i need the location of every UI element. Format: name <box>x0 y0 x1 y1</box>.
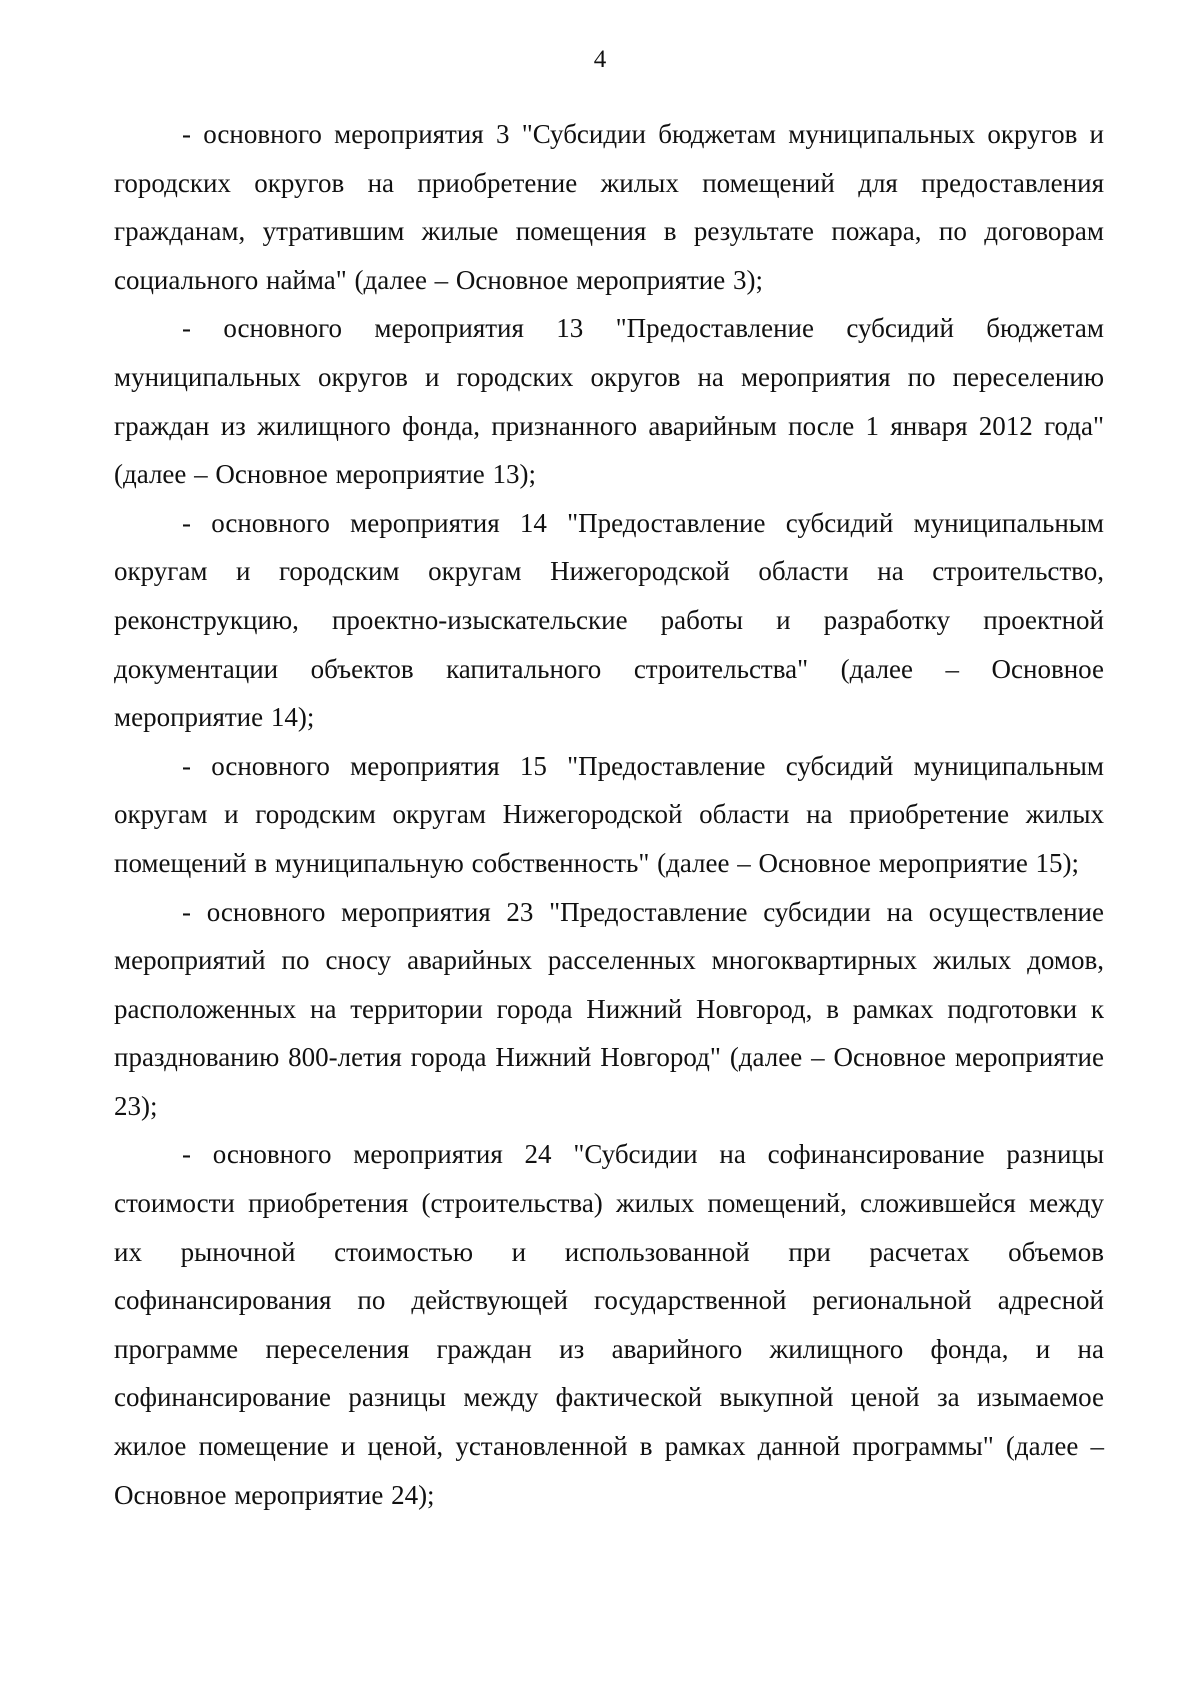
page-number: 4 <box>593 46 607 73</box>
paragraph-activity-14: - основного мероприятия 14 "Предоставление субсидий муниципальным округам и городским округам Нижегородской области на строительство, реконструкцию, проектно-изыскательские работы и разработку проектной документации объектов капитального строительства" (далее – Основное мероприятие 14); <box>114 507 1104 733</box>
paragraph-activity-3: - основного мероприятия 3 "Субсидии бюджетам муниципальных округов и городских округов на приобретение жилых помещений для предоставления гражданам, утратившим жилые помещения в результате пожара, по договорам социального найма" (далее – Основное мероприятие 3); <box>114 119 1104 295</box>
paragraph-activity-23: - основного мероприятия 23 "Предоставление субсидии на осуществление мероприятий по сносу аварийных расселенных многоквартирных жилых домов, расположенных на территории города Нижний Новгород, в рамках подготовки к празднованию 800-летия города Нижний Новгород" (далее – Основное мероприятие 23); <box>114 896 1104 1121</box>
paragraph-activity-13: - основного мероприятия 13 "Предоставление субсидий бюджетам муниципальных округов и городских округов на мероприятия по переселению граждан из жилищного фонда, признанного аварийным после 1 января 2012 года" (далее – Основное мероприятие 13); <box>114 313 1104 490</box>
document-body <box>114 110 1104 1519</box>
paragraph-activity-15: - основного мероприятия 15 "Предоставление субсидий муниципальным округам и городским округам Нижегородской области на приобретение жилых помещений в муниципальную собственность" (далее – Основное мероприятие 15); <box>114 750 1104 878</box>
paragraph-activity-24: - основного мероприятия 24 "Субсидии на софинансирование разницы стоимости приобретения (строительства) жилых помещений, сложившейся между их рыночной стоимостью и использованной при расчетах объемов софинансирования по действующей государственной региональной адресной программе переселения граждан из аварийного жилищного фонда, и на софинансирование разницы между фактической выкупной ценой за изымаемое жилое помещение и ценой, установленной в рамках данной программы" (далее – Основное мероприятие 24); <box>114 1139 1104 1510</box>
